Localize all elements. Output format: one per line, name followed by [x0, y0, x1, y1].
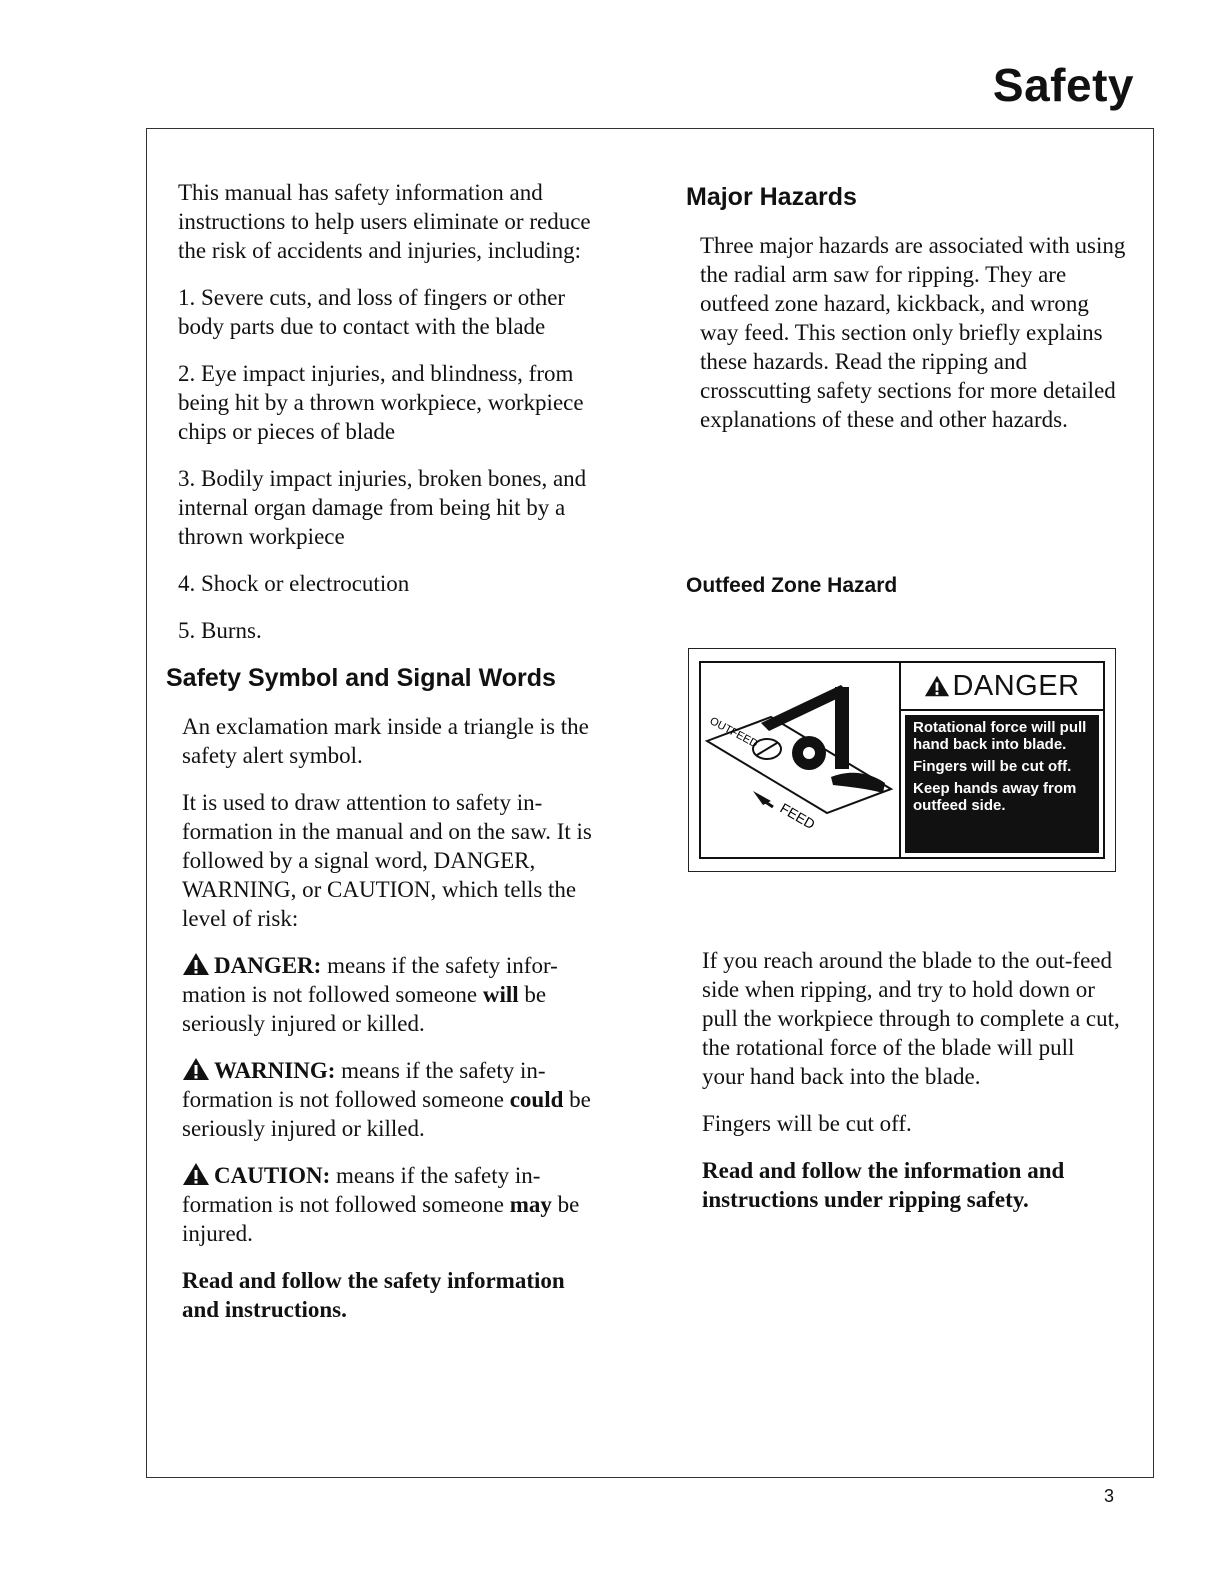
left-column [166, 178, 598, 1342]
danger-definition: DANGER: means if the safety infor-mation is not followed someone will be seriously injured or killed. [182, 953, 558, 1036]
symbol-heading: Safety Symbol and Signal Words [166, 664, 556, 692]
major-hazards-heading: Major Hazards [686, 183, 857, 211]
caution-word: CAUTION: [214, 1163, 331, 1188]
warning-word: WARNING: [214, 1058, 336, 1083]
symbol-paragraph-2: It is used to draw attention to safety in-formation in the manual and on the saw. It is followed by a signal word, DANGER, WARNING, or CAUTION, which tells the level of risk: [182, 790, 592, 931]
page-number: 3 [1104, 1486, 1115, 1506]
danger-line: Fingers will be cut off. [913, 758, 1072, 775]
warning-definition: WARNING: means if the safety in-formation is not followed someone could be seriously injured or killed. [182, 1058, 591, 1141]
outfeed-paragraph: If you reach around the blade to the out-feed side when ripping, and try to hold down or pull the workpiece through to complete a cut, the rotational force of the blade will pull your hand back into the blade. [702, 948, 1120, 1089]
danger-label [688, 648, 1116, 872]
danger-message [905, 715, 1099, 853]
right-column [686, 182, 1126, 452]
safety-alert-icon [182, 1057, 210, 1081]
list-item: 3. Bodily impact injuries, broken bones, and internal organ damage from being hit by a thrown workpiece [178, 466, 587, 549]
danger-signal [901, 663, 1103, 711]
danger-word: DANGER: [214, 953, 322, 978]
saw-illustration [701, 663, 901, 857]
danger-line: Rotational force will pull hand back into blade. [913, 719, 1087, 753]
danger-panel [899, 663, 1103, 857]
right-closing: Read and follow the information and instructions under ripping safety. [702, 1158, 1065, 1212]
caution-definition: CAUTION: means if the safety in-formation is not followed someone may be injured. [182, 1163, 580, 1246]
danger-label-inner [699, 661, 1105, 859]
intro-paragraph: This manual has safety information and instructions to help users eliminate or reduce the risk of accidents and injuries, including: [178, 180, 591, 263]
list-item: 1. Severe cuts, and loss of fingers or other body parts due to contact with the blade [178, 285, 566, 339]
major-hazards-paragraph: Three major hazards are associated with using the radial arm saw for ripping. They are outfeed zone hazard, kickback, and wrong way feed. This section only briefly explains these hazards. Read the ripping and crosscutting safety sections for more detailed explanations of these and other hazards. [700, 233, 1126, 432]
left-closing: Read and follow the safety information and instructions. [182, 1268, 565, 1322]
feed-label-text: FEED [777, 799, 818, 833]
outfeed-label-text: OUTFEED [707, 715, 760, 751]
list-item: 4. Shock or electrocution [178, 571, 410, 596]
page-title: Safety [992, 59, 1134, 111]
safety-alert-icon [924, 674, 950, 698]
symbol-paragraph-1: An exclamation mark inside a triangle is the safety alert symbol. [182, 714, 589, 768]
danger-line: Keep hands away from outfeed side. [913, 780, 1077, 814]
list-item: 5. Burns. [178, 618, 262, 643]
fingers-paragraph: Fingers will be cut off. [702, 1111, 912, 1136]
danger-signal-word: DANGER [952, 669, 1080, 702]
outfeed-heading: Outfeed Zone Hazard [686, 574, 898, 597]
safety-alert-icon [182, 1162, 210, 1186]
safety-alert-icon [182, 952, 210, 976]
outfeed-text-block [702, 946, 1122, 1232]
list-item: 2. Eye impact injuries, and blindness, from being hit by a thrown workpiece, workpiece chips or pieces of blade [178, 361, 584, 444]
